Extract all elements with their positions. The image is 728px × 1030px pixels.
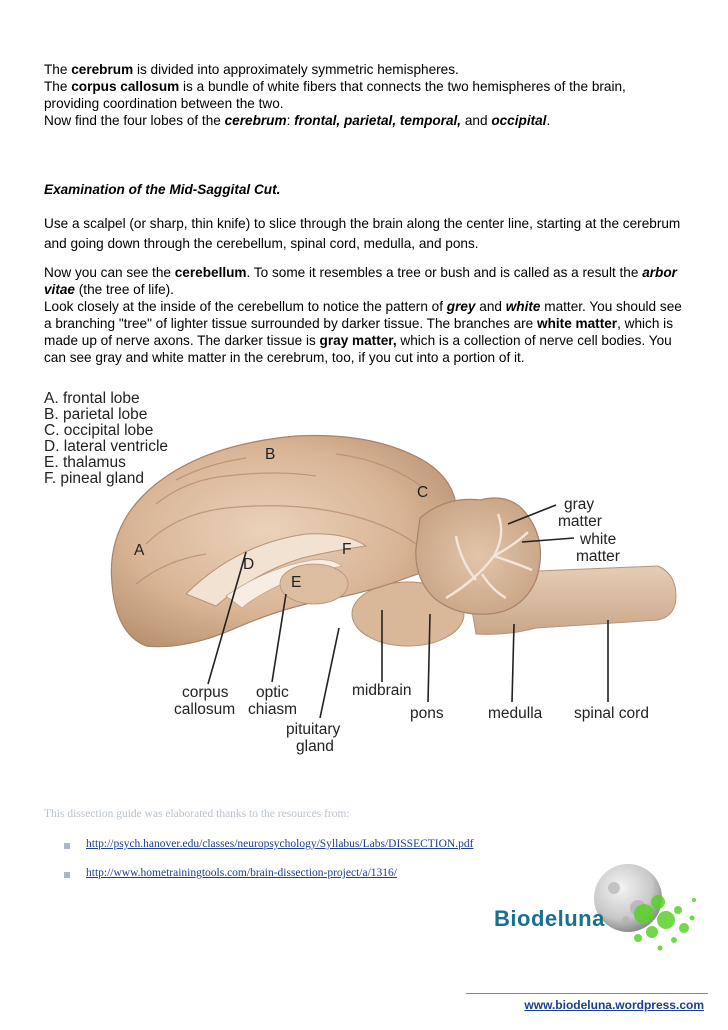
text: Now you can see the <box>44 265 175 280</box>
term-corpus-callosum: corpus callosum <box>71 79 180 94</box>
text: Now find the four lobes of the <box>44 113 225 128</box>
label-spinal-cord: spinal cord <box>574 705 649 722</box>
legend-item: A. frontal lobe <box>44 390 140 407</box>
label-corpus-callosum: callosum <box>174 701 236 718</box>
cerebellum-sentence-2 <box>44 298 684 366</box>
text: The <box>44 79 72 94</box>
letter-c: C <box>417 484 429 501</box>
text: , which is made up of nerve axons. The darker tissue is <box>44 316 673 348</box>
legend-item: F. pineal gland <box>44 470 144 487</box>
footer-divider <box>466 993 708 994</box>
bullet-icon <box>64 843 70 849</box>
intro-line-3 <box>44 112 684 129</box>
intro-line-1 <box>44 61 684 78</box>
section-heading: Examination of the Mid-Saggital Cut. <box>44 182 281 197</box>
term-arbor-vitae: arbor vitae <box>44 265 677 297</box>
source-link-hanover[interactable]: http://psych.hanover.edu/classes/neuropsychology/Syllabus/Labs/DISSECTION.pdf <box>86 838 474 850</box>
letter-d: D <box>243 556 255 573</box>
text: matter. You should see a branching "tree" of lighter tissue surrounded by darker tissue. The branches are <box>44 299 682 331</box>
exam-paragraph: Use a scalpel (or sharp, thin knife) to slice through the brain along the center line, starting at the cerebrum and going down through the cerebellum, spinal cord, medulla, and pons. <box>44 216 681 251</box>
term-white: white <box>505 299 541 314</box>
text: is a bundle of white fibers that connects the two hemispheres of the brain, providing coordination between the two. <box>44 79 626 111</box>
legend-item: C. occipital lobe <box>44 422 154 439</box>
figure-legend <box>44 390 168 487</box>
term-grey: grey <box>446 299 476 314</box>
text: . To some it resembles a tree or bush and is called as a result the <box>246 265 643 280</box>
text: The <box>44 62 72 77</box>
bullet-icon <box>64 872 70 878</box>
label-pons: pons <box>410 705 444 722</box>
text: Look closely at the inside of the cerebellum to notice the pattern of <box>44 299 447 314</box>
logo-wordmark: Biodeluna <box>494 906 605 931</box>
term-gray-matter: gray matter, <box>319 333 397 348</box>
label-midbrain: midbrain <box>352 682 412 699</box>
text: is divided into approximately symmetric hemispheres. <box>133 62 459 77</box>
term-cerebellum: cerebellum <box>174 265 247 280</box>
term-lobes: frontal, parietal, temporal, <box>294 113 462 128</box>
term-cerebrum: cerebrum <box>71 62 134 77</box>
text: and <box>475 299 506 314</box>
text: and <box>461 113 492 128</box>
label-gray-matter: matter <box>558 513 602 530</box>
credits-intro: This dissection guide was elaborated thanks to the resources from: <box>44 808 350 820</box>
legend-item: E. thalamus <box>44 454 126 471</box>
label-optic-chiasm: chiasm <box>248 701 298 718</box>
label-white-matter: white <box>580 531 617 548</box>
letter-a: A <box>134 542 145 559</box>
label-optic-chiasm: optic <box>256 684 289 701</box>
cerebellum-shape <box>416 498 541 614</box>
label-gray-matter: gray <box>564 496 595 513</box>
letter-f: F <box>342 541 352 558</box>
label-pituitary-gland: pituitary <box>286 721 341 738</box>
legend-item: B. parietal lobe <box>44 406 148 423</box>
label-pituitary-gland: gland <box>296 738 334 755</box>
cerebellum-paragraph <box>44 264 684 366</box>
source-link-hometrainingtools[interactable]: http://www.hometrainingtools.com/brain-dissection-project/a/1316/ <box>86 867 397 879</box>
letter-e: E <box>291 574 302 591</box>
brain-figure <box>36 384 696 784</box>
label-corpus-callosum: corpus <box>182 684 229 701</box>
intro-line-2 <box>44 78 684 112</box>
term-occipital: occipital <box>491 113 547 128</box>
term-cerebrum: cerebrum <box>224 113 287 128</box>
text: (the tree of life). <box>74 282 174 297</box>
text: which is a collection of nerve cell bodies. You can see gray and white matter in the cerebrum, too, if you cut into a portion of it. <box>44 333 672 365</box>
label-white-matter: matter <box>576 548 620 565</box>
letter-b: B <box>265 446 276 463</box>
footer-website-link[interactable]: www.biodeluna.wordpress.com <box>524 998 704 1012</box>
label-medulla: medulla <box>488 705 543 722</box>
intro-paragraph <box>44 61 684 129</box>
brain-diagram <box>36 384 696 784</box>
text: : <box>286 113 295 128</box>
text: . <box>546 113 551 128</box>
cerebellum-sentence-1 <box>44 264 684 298</box>
term-white-matter: white matter <box>537 316 618 331</box>
legend-item: D. lateral ventricle <box>44 438 169 455</box>
